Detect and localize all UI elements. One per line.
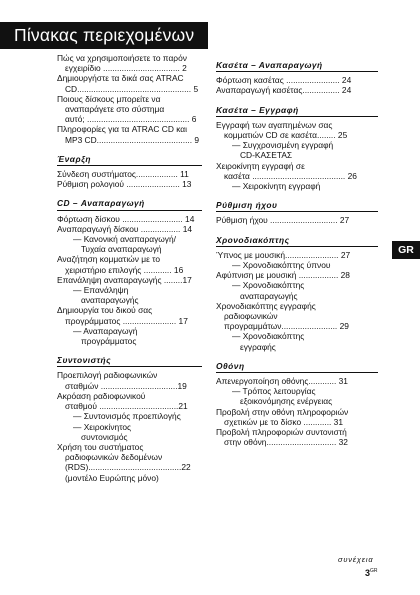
left-column bbox=[57, 53, 202, 483]
toc-entry[interactable] bbox=[216, 250, 378, 260]
toc-entry-line: MP3 CD......................................... 9 bbox=[65, 134, 200, 145]
toc-entry[interactable] bbox=[57, 179, 202, 189]
toc-entry-line: αναπαραγωγής bbox=[240, 290, 298, 301]
section-heading: Έναρξη bbox=[57, 154, 202, 166]
toc-entry-line: Εγγραφή των αγαπημένων σας bbox=[216, 119, 333, 130]
toc-entry-line: Φόρτωση δίσκου .......................... 14 bbox=[57, 213, 195, 224]
toc-entry-line: Σύνδεση συστήματος.................. 11 bbox=[57, 169, 189, 180]
page-title: Πίνακας περιεχομένων bbox=[14, 25, 195, 45]
toc-entry-line: — Χρονοδιακόπτης bbox=[232, 331, 305, 342]
section-heading: Κασέτα – Αναπαραγωγή bbox=[216, 60, 378, 72]
intro-section bbox=[57, 53, 202, 145]
toc-subentry[interactable] bbox=[57, 422, 202, 442]
toc-entry-line: Αναπαραγωγή κασέτας................ 24 bbox=[216, 85, 352, 96]
toc-entry[interactable] bbox=[216, 407, 378, 427]
toc-subentry[interactable] bbox=[216, 386, 378, 406]
toc-entry-line: αναπαράγετε στο σύστημα bbox=[65, 104, 165, 115]
toc-entry[interactable] bbox=[216, 161, 378, 181]
toc-entry-line: — Χειροκίνητη εγγραφή bbox=[232, 181, 321, 192]
toc-entry-line: κασέτα ........................................ 26 bbox=[224, 170, 357, 181]
section-heading: Ρύθμιση ήχου bbox=[216, 200, 378, 212]
toc-entry-line: στην οθόνη.............................. 32 bbox=[224, 437, 348, 448]
toc-entry[interactable] bbox=[216, 301, 378, 332]
toc-section bbox=[216, 105, 378, 192]
toc-entry[interactable] bbox=[57, 305, 202, 325]
toc-entry[interactable] bbox=[57, 391, 202, 411]
toc-entry-line: Δημιουργία του δικού σας bbox=[57, 305, 153, 316]
section-heading: CD – Αναπαραγωγή bbox=[57, 198, 202, 210]
toc-entry-line: σταθμού ..................................21 bbox=[65, 401, 188, 412]
toc-subentry[interactable] bbox=[57, 411, 202, 421]
toc-entry-line: προγράμματος bbox=[81, 336, 137, 347]
toc-entry-line: Χειροκίνητη εγγραφή σε bbox=[216, 160, 305, 171]
toc-subentry[interactable] bbox=[57, 326, 202, 346]
toc-entry-line: — Αναπαραγωγή bbox=[73, 325, 138, 336]
toc-entry-line: σχετικών με το δίσκο ............ 31 bbox=[224, 416, 343, 427]
toc-entry-line: Ποιους δίσκους μπορείτε να bbox=[57, 93, 161, 104]
toc-entry-line: κομματιών CD σε κασέτα........ 25 bbox=[224, 130, 348, 141]
toc-entry[interactable] bbox=[57, 214, 202, 224]
toc-entry[interactable] bbox=[57, 275, 202, 285]
toc-entry[interactable] bbox=[57, 169, 202, 179]
toc-entry-line: προγράμματος ....................... 17 bbox=[65, 315, 188, 326]
toc-entry[interactable] bbox=[216, 376, 378, 386]
section-heading: Συντονιστής bbox=[57, 355, 202, 367]
right-column bbox=[216, 60, 378, 448]
toc-entry-line: Αναζήτηση κομματιών με το bbox=[57, 254, 160, 265]
toc-entry[interactable] bbox=[216, 75, 378, 85]
section-heading: Χρονοδιακόπτης bbox=[216, 235, 378, 247]
toc-entry-line: CD................................................. 5 bbox=[65, 83, 199, 94]
toc-subentry[interactable] bbox=[216, 181, 378, 191]
toc-entry-line: εγγραφής bbox=[240, 341, 276, 352]
toc-entry-line: Φόρτωση κασέτας ....................... 24 bbox=[216, 75, 352, 86]
toc-entry[interactable] bbox=[216, 120, 378, 140]
toc-entry-line: εξοικονόμησης ενέργειας bbox=[240, 396, 333, 407]
toc-entry-line: Ύπνος με μουσική....................... 27 bbox=[216, 249, 351, 260]
toc-entry[interactable] bbox=[57, 224, 202, 234]
toc-entry-line: Πώς να χρησιμοποιήσετε το παρόν bbox=[57, 53, 187, 63]
toc-entry-line: Προεπιλογή ραδιοφωνικών bbox=[57, 370, 158, 381]
toc-entry-line: Προβολή στην οθόνη πληροφοριών bbox=[216, 406, 349, 417]
toc-section bbox=[216, 235, 378, 352]
toc-entry-line: σταθμών .................................19 bbox=[65, 380, 187, 391]
toc-entry-line: Τυχαία αναπαραγωγή bbox=[81, 244, 162, 255]
toc-entry-line: CD-ΚΑΣΕΤΑΣ bbox=[240, 150, 293, 161]
language-tab: GR bbox=[392, 241, 420, 259]
toc-entry[interactable] bbox=[57, 94, 202, 125]
toc-entry-line: Χρήση του συστήματος bbox=[57, 441, 144, 452]
toc-entry[interactable] bbox=[57, 254, 202, 274]
toc-subentry[interactable] bbox=[57, 285, 202, 305]
toc-entry-line: — Χρονοδιακόπτης bbox=[232, 280, 305, 291]
toc-entry-line: Αναπαραγωγή δίσκου ................. 14 bbox=[57, 223, 193, 234]
toc-entry-line: — Συγχρονισμένη εγγραφή bbox=[232, 140, 334, 151]
toc-entry-line: εγχειρίδιο ................................. 2 bbox=[65, 63, 187, 74]
toc-entry-line: — Τρόπος λειτουργίας bbox=[232, 386, 316, 397]
toc-entry[interactable] bbox=[57, 73, 202, 93]
toc-subentry[interactable] bbox=[216, 260, 378, 270]
toc-entry-line: Δημιουργήστε τα δικά σας ATRAC bbox=[57, 73, 184, 84]
toc-entry-line: Προβολή πληροφοριών συντονιστή bbox=[216, 427, 347, 438]
title-bar bbox=[0, 22, 208, 49]
toc-entry-line: χειριστήριο επιλογής ............ 16 bbox=[65, 264, 184, 275]
toc-entry-line: Χρονοδιακόπτης εγγραφής bbox=[216, 300, 316, 311]
section-heading: Οθόνη bbox=[216, 361, 378, 373]
toc-entry-line: (μοντέλο Ευρώπης μόνο) bbox=[65, 472, 159, 483]
toc-entry-line: — Συντονισμός προεπιλογής bbox=[73, 411, 181, 422]
page-number bbox=[365, 568, 378, 578]
toc-entry-line: — Κανονική αναπαραγωγή/ bbox=[73, 234, 176, 245]
toc-entry-line: αναπαραγωγής bbox=[81, 295, 139, 306]
toc-entry-line: ραδιοφωνικών bbox=[224, 311, 278, 322]
toc-section bbox=[216, 200, 378, 225]
toc-entry-line: — Επανάληψη bbox=[73, 285, 129, 296]
toc-entry-line: Ακρόαση ραδιοφωνικού bbox=[57, 390, 146, 401]
page-number-value: 3 bbox=[365, 568, 371, 578]
toc-entry[interactable] bbox=[216, 270, 378, 280]
toc-subentry[interactable] bbox=[216, 140, 378, 160]
toc-entry[interactable] bbox=[216, 85, 378, 95]
toc-section bbox=[216, 60, 378, 96]
toc-section bbox=[57, 154, 202, 190]
toc-section bbox=[57, 355, 202, 482]
toc-entry-line: Ρύθμιση ήχου ............................. 27 bbox=[216, 215, 350, 226]
section-heading: Κασέτα – Εγγραφή bbox=[216, 105, 378, 117]
toc-entry-line: Ρύθμιση ρολογιού ....................... 13 bbox=[57, 179, 192, 190]
toc-entry-line: συντονισμός bbox=[81, 431, 128, 442]
continued-label: συνέχεια bbox=[338, 555, 374, 564]
page-number-suffix: GR bbox=[370, 568, 378, 574]
toc-entry-line: προγραμμάτων........................ 29 bbox=[224, 321, 349, 332]
toc-entry-line: Αφύπνιση με μουσική ................. 28 bbox=[216, 270, 350, 281]
toc-section bbox=[57, 198, 202, 346]
toc-entry[interactable] bbox=[57, 124, 202, 144]
toc-entry-line: αυτό; ............................................ 6 bbox=[65, 114, 197, 125]
toc-entry-line: — Χειροκίνητος bbox=[73, 421, 132, 432]
toc-entry[interactable] bbox=[216, 427, 378, 447]
toc-subentry[interactable] bbox=[216, 331, 378, 351]
toc-section bbox=[216, 361, 378, 448]
toc-entry[interactable] bbox=[216, 215, 378, 225]
toc-entry[interactable] bbox=[57, 53, 202, 73]
toc-entry-line: (RDS)........................................22 bbox=[65, 462, 191, 473]
toc-subentry[interactable] bbox=[216, 280, 378, 300]
toc-entry-line: Επανάληψη αναπαραγωγής ........17 bbox=[57, 274, 192, 285]
toc-entry[interactable] bbox=[57, 442, 202, 483]
toc-entry-line: — Χρονοδιακόπτης ύπνου bbox=[232, 260, 331, 271]
toc-entry-line: ραδιοφωνικών δεδομένων bbox=[65, 452, 163, 463]
toc-entry-line: Πληροφορίες για τα ATRAC CD και bbox=[57, 124, 187, 135]
toc-subentry[interactable] bbox=[57, 234, 202, 254]
toc-entry-line: Απενεργοποίηση οθόνης............ 31 bbox=[216, 376, 348, 387]
toc-entry[interactable] bbox=[57, 370, 202, 390]
